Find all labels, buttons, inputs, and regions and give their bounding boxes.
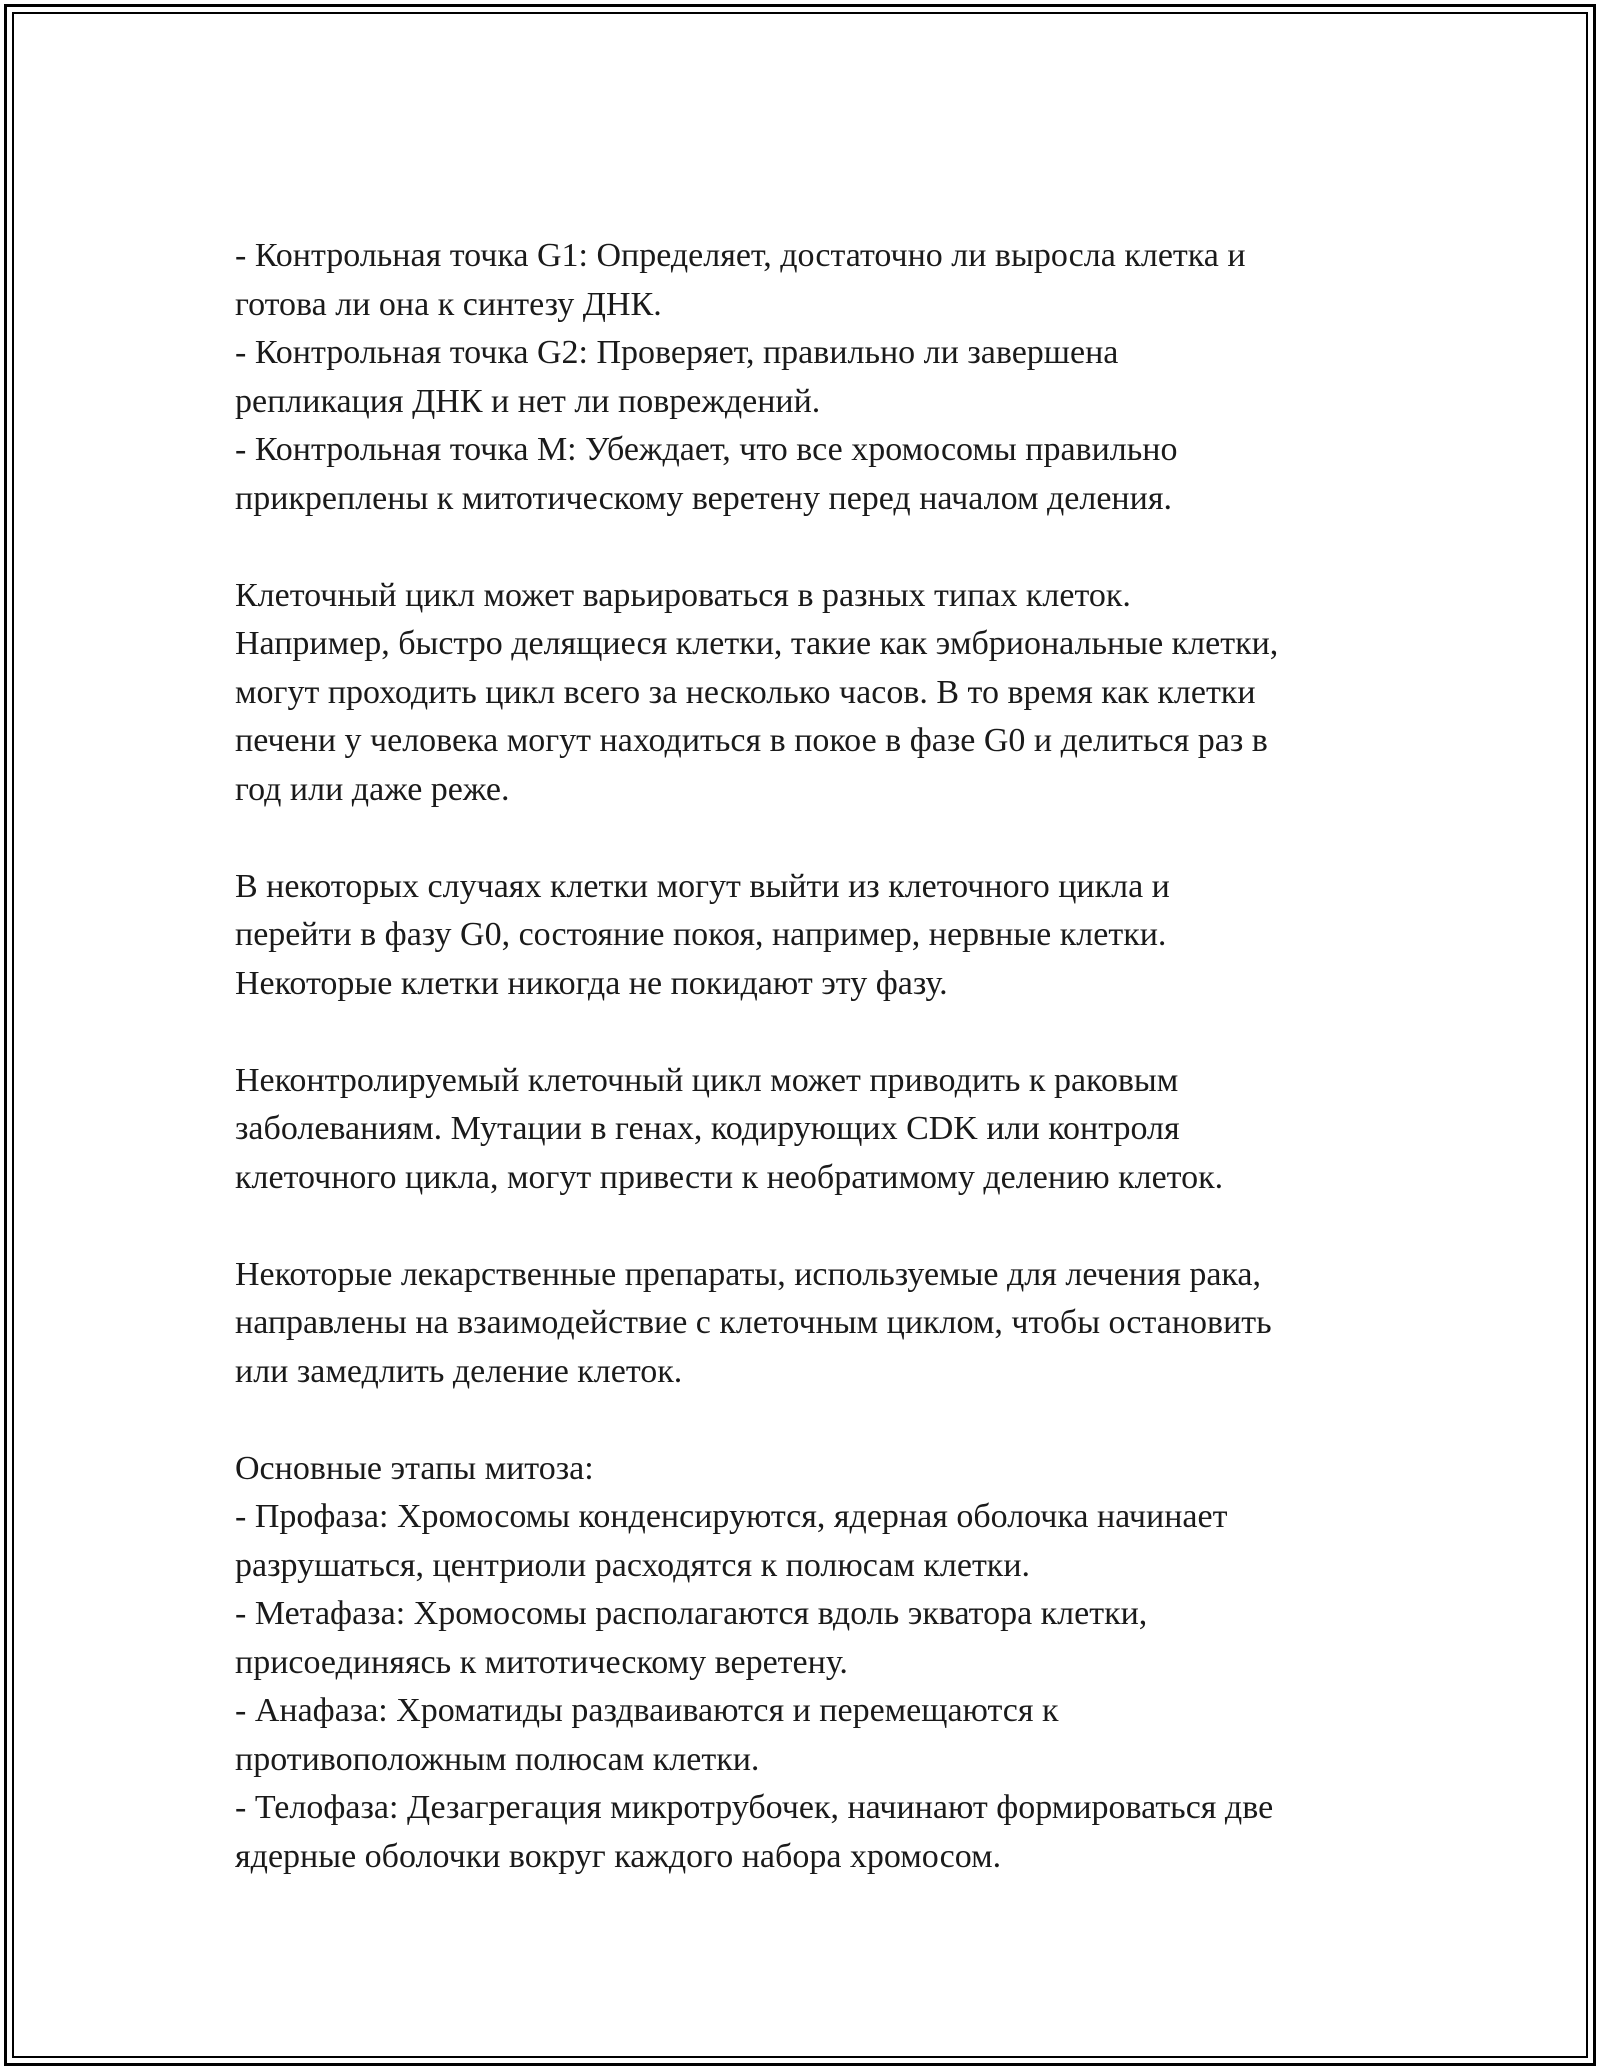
text-line: В некоторых случаях клетки могут выйти из клеточного цикла и bbox=[235, 867, 1170, 905]
text-line: год или даже реже. bbox=[235, 770, 510, 808]
text-line: присоединяясь к митотическому веретену. bbox=[235, 1643, 848, 1681]
text-line: Основные этапы митоза: bbox=[235, 1449, 594, 1487]
text-line: - Метафаза: Хромосомы располагаются вдоль экватора клетки, bbox=[235, 1595, 1148, 1632]
text-line: - Контрольная точка G1: Определяет, достаточно ли выросла клетка и bbox=[235, 237, 1246, 274]
text-line: Неконтролируемый клеточный цикл может приводить к раковым bbox=[235, 1061, 1179, 1099]
text-line: - Контрольная точка М: Убеждает, что все хромосомы правильно bbox=[235, 431, 1178, 468]
document-body bbox=[235, 232, 1395, 1881]
text-line: противоположным полюсам клетки. bbox=[235, 1740, 760, 1778]
text-line: клеточного цикла, могут привести к необратимому делению клеток. bbox=[235, 1158, 1224, 1196]
paragraph-cancer bbox=[235, 1057, 1395, 1203]
text-line: Некоторые лекарственные препараты, используемые для лечения рака, bbox=[235, 1255, 1262, 1293]
text-line: Клеточный цикл может варьироваться в разных типах клеток. bbox=[235, 576, 1131, 614]
paragraph-gap bbox=[235, 1008, 1395, 1057]
text-line: заболеваниям. Мутации в генах, кодирующих CDK или контроля bbox=[235, 1110, 1180, 1147]
text-line: перейти в фазу G0, состояние покоя, например, нервные клетки. bbox=[235, 916, 1167, 953]
text-line: - Телофаза: Дезагрегация микротрубочек, начинают формироваться две bbox=[235, 1789, 1274, 1826]
text-line: репликация ДНК и нет ли повреждений. bbox=[235, 382, 821, 420]
text-line: печени у человека могут находиться в покое в фазе G0 и делиться раз в bbox=[235, 722, 1268, 759]
paragraph-mitosis-stages bbox=[235, 1445, 1395, 1882]
paragraph-checkpoints bbox=[235, 232, 1395, 523]
paragraph-gap bbox=[235, 523, 1395, 572]
text-line: ядерные оболочки вокруг каждого набора хромосом. bbox=[235, 1837, 1002, 1875]
text-line: - Профаза: Хромосомы конденсируются, ядерная оболочка начинает bbox=[235, 1498, 1228, 1535]
paragraph-g0-phase bbox=[235, 863, 1395, 1009]
text-line: - Контрольная точка G2: Проверяет, правильно ли завершена bbox=[235, 334, 1119, 371]
paragraph-cycle-variation bbox=[235, 572, 1395, 815]
text-line: готова ли она к синтезу ДНК. bbox=[235, 285, 662, 323]
text-line: или замедлить деление клеток. bbox=[235, 1352, 683, 1390]
paragraph-gap bbox=[235, 1202, 1395, 1251]
text-line: направлены на взаимодействие с клеточным циклом, чтобы остановить bbox=[235, 1304, 1272, 1341]
paragraph-gap bbox=[235, 1396, 1395, 1445]
paragraph-drugs bbox=[235, 1251, 1395, 1397]
paragraph-gap bbox=[235, 814, 1395, 863]
text-line: Некоторые клетки никогда не покидают эту фазу. bbox=[235, 964, 948, 1002]
text-line: прикреплены к митотическому веретену перед началом деления. bbox=[235, 479, 1172, 517]
text-line: - Анафаза: Хроматиды раздваиваются и перемещаются к bbox=[235, 1692, 1059, 1729]
text-line: Например, быстро делящиеся клетки, такие как эмбриональные клетки, bbox=[235, 625, 1279, 662]
text-line: разрушаться, центриоли расходятся к полюсам клетки. bbox=[235, 1546, 1031, 1584]
text-line: могут проходить цикл всего за несколько часов. В то время как клетки bbox=[235, 673, 1256, 711]
